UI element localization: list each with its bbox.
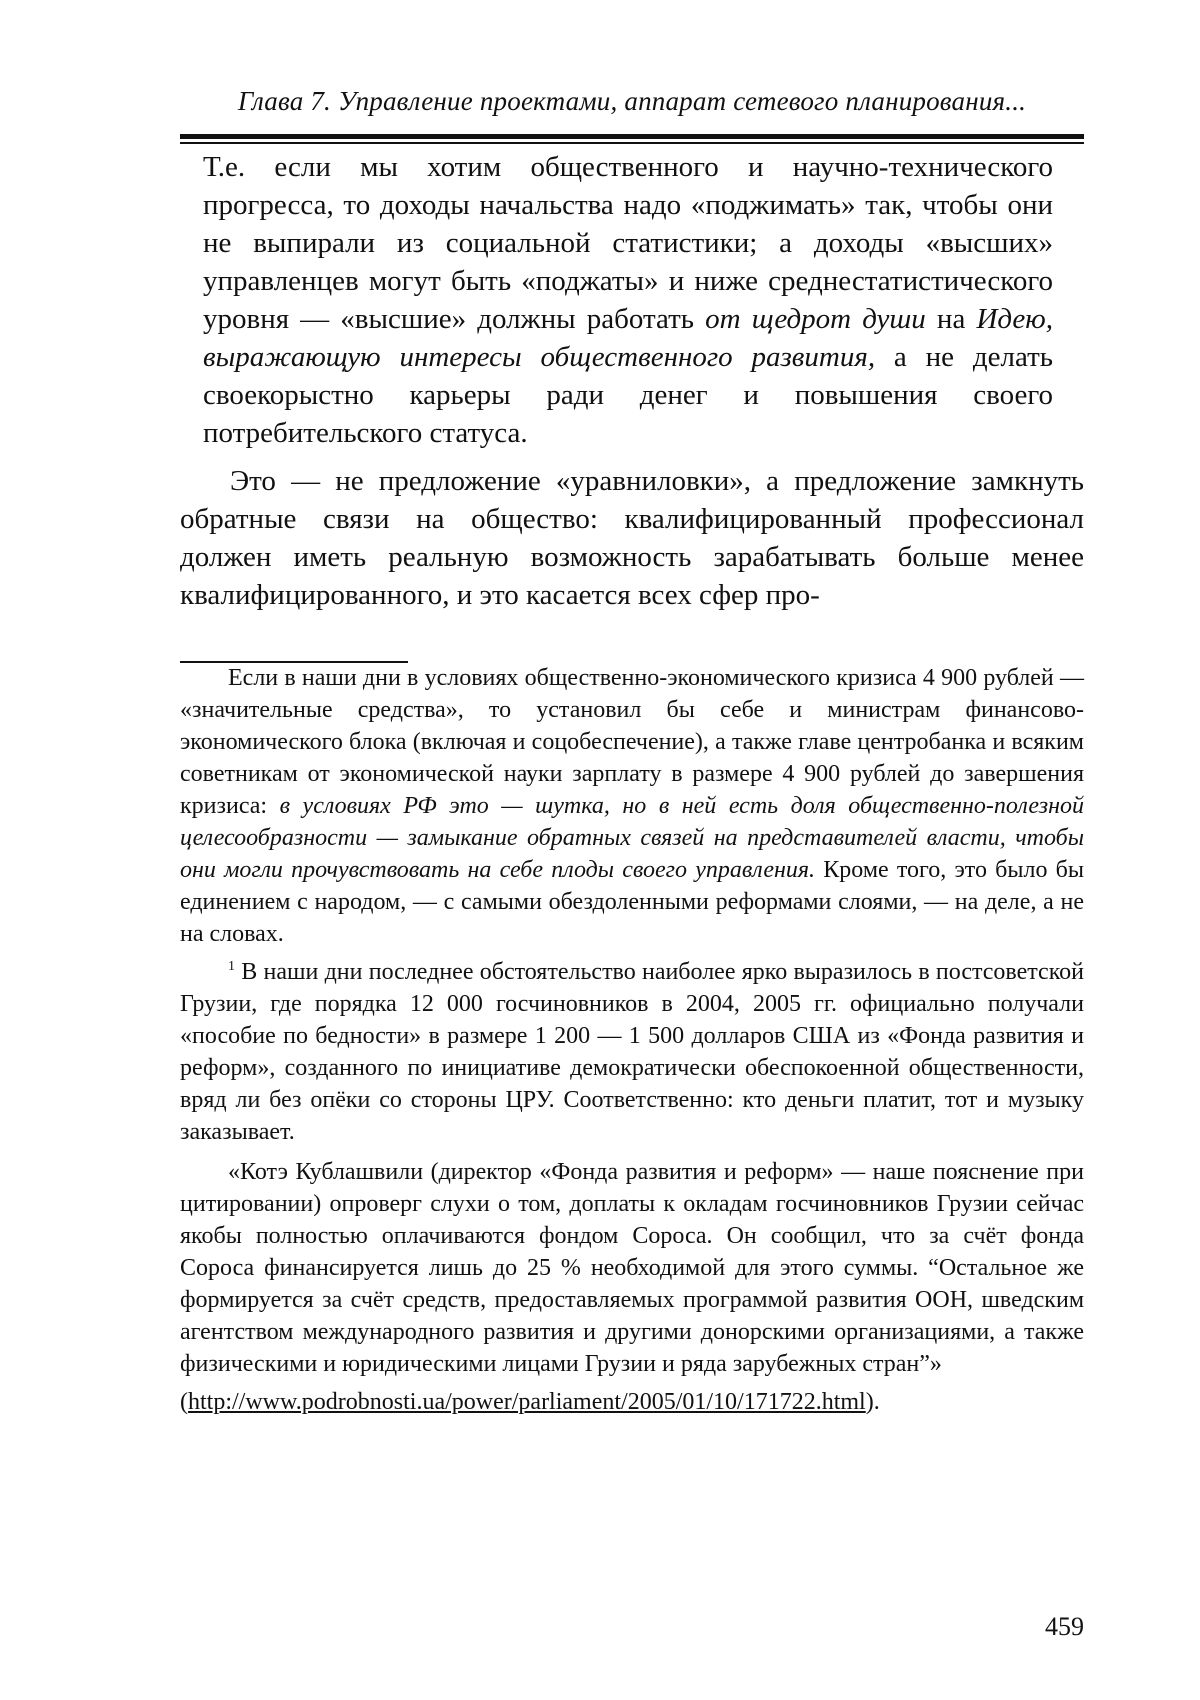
quote-text-1: Т.е. если мы хотим общественного и научно-технического прогресса, то доходы начальства надо «поджимать» так, чтобы они не выпирали из социальной статистики; а доходы «высших» управленцев могут быть «поджаты» и ниже среднестатистического уровня — «высшие» должны работать — [203, 151, 1053, 335]
footnote-1-text-b: Кроме того, это было бы единением с народом, — с самыми обездоленными реформами слоями, — на деле, а не на словах. — [180, 857, 1084, 947]
footnote-2 — [180, 956, 1084, 1148]
quote-text-3: а не делать своекорыстно карьеры ради денег и повышения своего потребительского статуса. — [203, 341, 1053, 449]
page-number: 459 — [1045, 1612, 1084, 1641]
quote-emphasis-2: Идею, выражающую интересы общественного развития, — [203, 303, 1053, 373]
running-header: Глава 7. Управление проектами, аппарат сетевого планирования... — [237, 86, 1027, 116]
footnote-1-text-a: Если в наши дни в условиях общественно-экономического кризиса 4 900 рублей — «значительные средства», то установил бы себе и министрам финансово-экономического блока (включая и соцобеспечение), а также главе центробанка и всяким советникам от экономической науки зарплату в размере 4 900 рублей до завершения кризиса: — [180, 665, 1084, 819]
footnotes — [180, 662, 1084, 1418]
quote-text-2: на — [925, 303, 977, 335]
footnote-2-text: В наши дни последнее обстоятельство наиболее ярко выразилось в постсоветской Грузии, где порядка 12 000 госчиновников в 2004, 2005 гг. официально получали «пособие по бедности» в размере 1 200 — 1 500 долларов США из «Фонда развития и реформ», созданного по инициативе демократически обеспокоенной общественности, вряд ли без опёки со стороны ЦРУ. Соответственно: кто деньги платит, тот и музыку заказывает. — [180, 959, 1084, 1145]
header-rule-thick — [180, 134, 1084, 139]
footnote-1-emphasis: в условиях РФ это — шутка, но в ней есть доля общественно-полезной целесообразности — замыкание обратных связей на представителей власти, чтобы они могли прочувствовать на себе плоды своего управления. — [180, 793, 1084, 883]
source-close-paren: ). — [865, 1389, 880, 1415]
quote-emphasis-1: от щедрот души — [705, 303, 926, 335]
quoted-block — [203, 148, 1053, 452]
footnote-2-quote: «Котэ Кублашвили (директор «Фонда развития и реформ» — наше пояснение при цитировании) опроверг слухи о том, доплаты к окладам госчиновников Грузии сейчас якобы полностью оплачиваются фондом Сороса. Он сообщил, что за счёт фонда Сороса финансируется лишь до 25 % необходимой для этого суммы. “Остальное же формируется за счёт средств, предоставляемых программой развития ООН, шведским агентством международного развития и другими донорскими организациями, а также физическими и юридическими лицами Грузии и ряда зарубежных стран”» — [180, 1159, 1084, 1377]
footnote-source — [180, 1386, 1084, 1418]
header-rule-thin — [180, 142, 1084, 144]
source-link[interactable]: http://www.podrobnosti.ua/power/parliament/2005/01/10/171722.html — [188, 1389, 866, 1415]
body-paragraph: Это — не предложение «уравниловки», а предложение замкнуть обратные связи на общество: квалифицированный профессионал должен иметь реальную возможность зарабатывать больше менее квалифицированного, и это касается всех сфер про- — [180, 465, 1084, 611]
source-open-paren: ( — [180, 1389, 188, 1415]
footnote-1 — [180, 662, 1084, 950]
footnote-2-mark: 1 — [228, 959, 235, 974]
